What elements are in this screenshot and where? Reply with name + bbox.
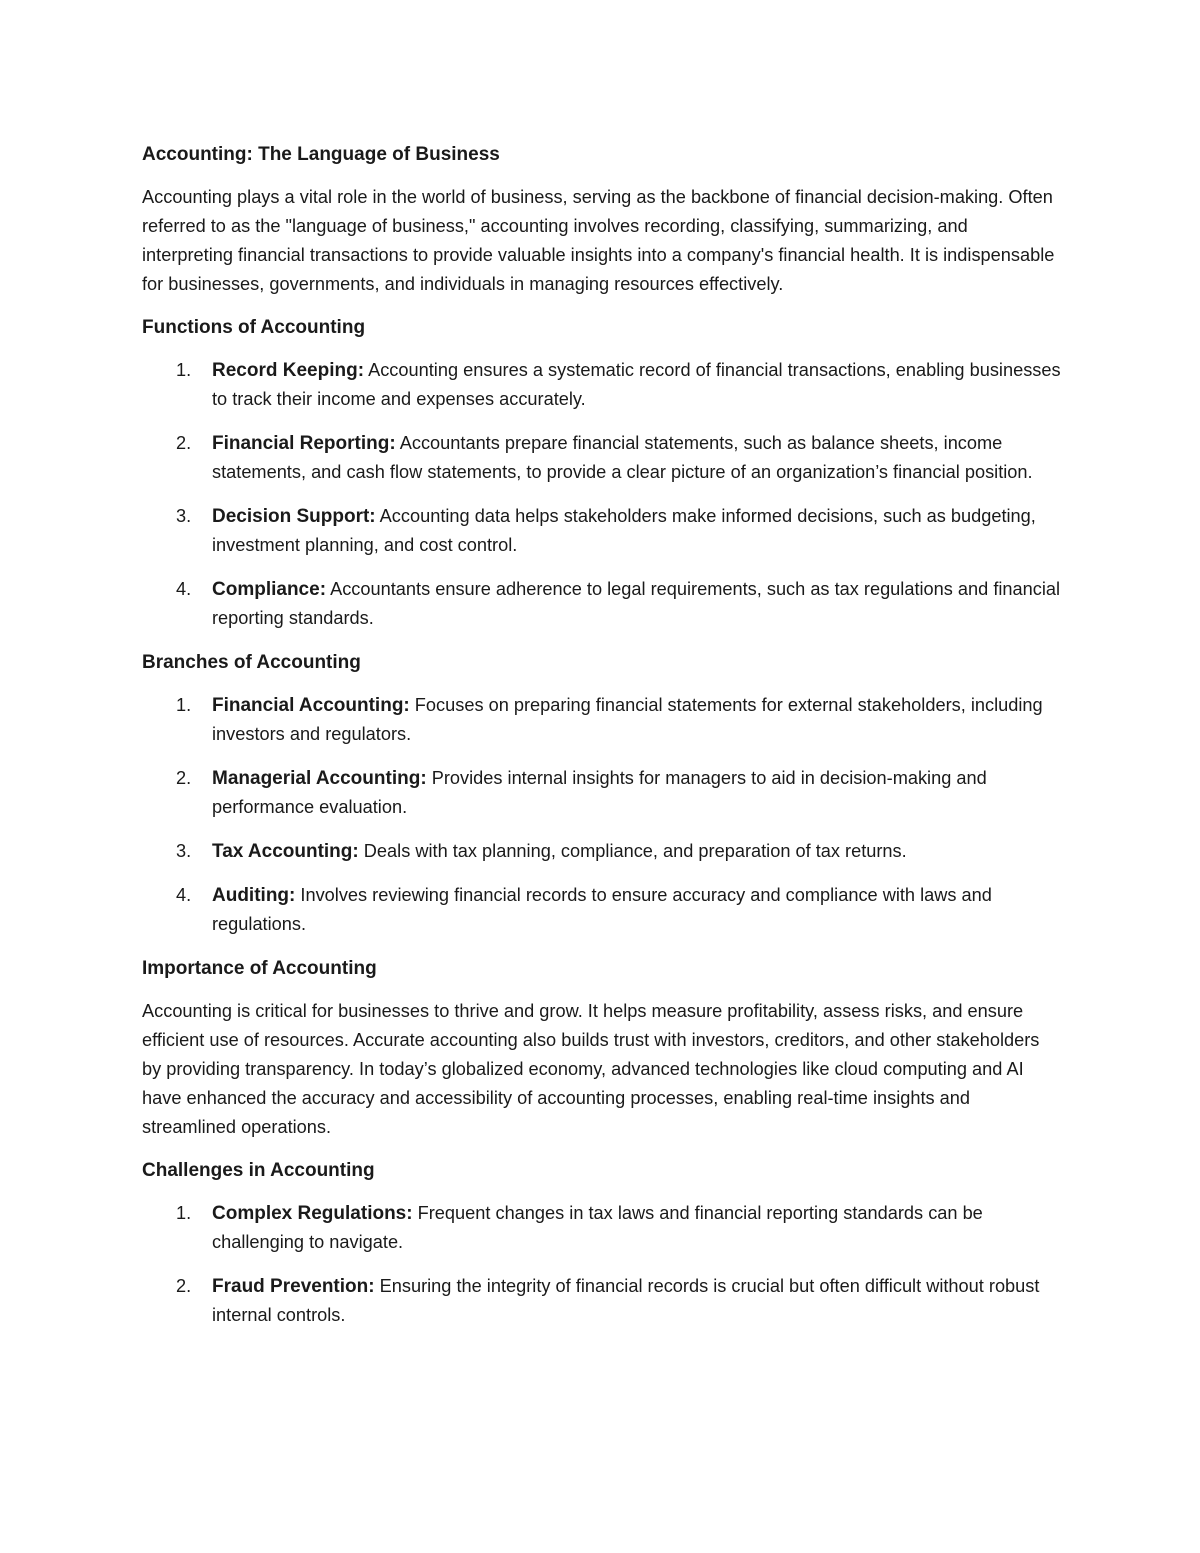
list-text: Focuses on preparing financial statements for external stakeholders, including investors and regulators.: [212, 695, 1043, 744]
list-text: Ensuring the integrity of financial records is crucial but often difficult without robust internal controls.: [212, 1276, 1040, 1325]
list-text: Provides internal insights for managers to aid in decision-making and performance evaluation.: [212, 768, 987, 817]
list-item: [142, 429, 1062, 487]
list-text: Frequent changes in tax laws and financial reporting standards can be challenging to navigate.: [212, 1203, 983, 1252]
document-page: [142, 140, 1062, 1345]
list-number: 2.: [176, 433, 192, 453]
list-text: Deals with tax planning, compliance, and preparation of tax returns.: [358, 841, 907, 861]
list-term: Auditing:: [212, 885, 296, 906]
list-item: [142, 691, 1062, 749]
list-term: Record Keeping:: [212, 360, 365, 381]
document-title: Accounting: The Language of Business: [142, 144, 500, 165]
list-term: Decision Support:: [212, 506, 376, 527]
branches-list: [142, 691, 1062, 939]
list-item: [142, 356, 1062, 414]
list-item: [142, 1199, 1062, 1257]
list-term: Compliance:: [212, 579, 327, 600]
functions-heading: Functions of Accounting: [142, 317, 366, 338]
list-number: 2.: [176, 1276, 192, 1296]
importance-heading: Importance of Accounting: [142, 958, 377, 979]
list-item: [142, 1272, 1062, 1330]
list-term: Fraud Prevention:: [212, 1276, 375, 1297]
list-number: 3.: [176, 506, 192, 526]
list-item: [142, 764, 1062, 822]
intro-paragraph: Accounting plays a vital role in the world of business, serving as the backbone of financial decision-making. Often referred to as the "language of business," accounting involves recording, classifying, summarizing, and interpreting financial transactions to provide valuable insights into a company's financial health. It is indispensable for businesses, governments, and individuals in managing resources effectively.: [142, 187, 1055, 294]
challenges-heading: Challenges in Accounting: [142, 1160, 375, 1181]
importance-paragraph: Accounting is critical for businesses to thrive and grow. It helps measure profitability, assess risks, and ensure efficient use of resources. Accurate accounting also builds trust with investors, creditors, and other stakeholders by providing transparency. In today’s globalized economy, advanced technologies like cloud computing and AI have enhanced the accuracy and accessibility of accounting processes, enabling real-time insights and streamlined operations.: [142, 1001, 1040, 1137]
branches-heading: Branches of Accounting: [142, 652, 361, 673]
list-term: Complex Regulations:: [212, 1203, 413, 1224]
list-item: [142, 575, 1062, 633]
list-term: Managerial Accounting:: [212, 768, 427, 789]
list-number: 2.: [176, 768, 192, 788]
list-number: 3.: [176, 841, 192, 861]
list-term: Financial Accounting:: [212, 695, 410, 716]
list-number: 1.: [176, 1203, 192, 1223]
list-text: Accountants prepare financial statements, such as balance sheets, income statements, and cash flow statements, to provide a clear picture of an organization’s financial position.: [212, 433, 1033, 482]
list-item: [142, 881, 1062, 939]
list-text: Accountants ensure adherence to legal requirements, such as tax regulations and financial reporting standards.: [212, 579, 1061, 628]
list-text: Accounting data helps stakeholders make informed decisions, such as budgeting, investment planning, and cost control.: [212, 506, 1036, 555]
functions-list: [142, 356, 1062, 633]
list-number: 4.: [176, 885, 192, 905]
list-text: Accounting ensures a systematic record of financial transactions, enabling businesses to track their income and expenses accurately.: [212, 360, 1061, 409]
list-number: 4.: [176, 579, 192, 599]
challenges-list: [142, 1199, 1062, 1330]
list-term: Tax Accounting:: [212, 841, 359, 862]
list-term: Financial Reporting:: [212, 433, 396, 454]
list-item: [142, 837, 1062, 866]
list-number: 1.: [176, 695, 192, 715]
list-number: 1.: [176, 360, 192, 380]
list-text: Involves reviewing financial records to ensure accuracy and compliance with laws and regulations.: [212, 885, 992, 934]
list-item: [142, 502, 1062, 560]
